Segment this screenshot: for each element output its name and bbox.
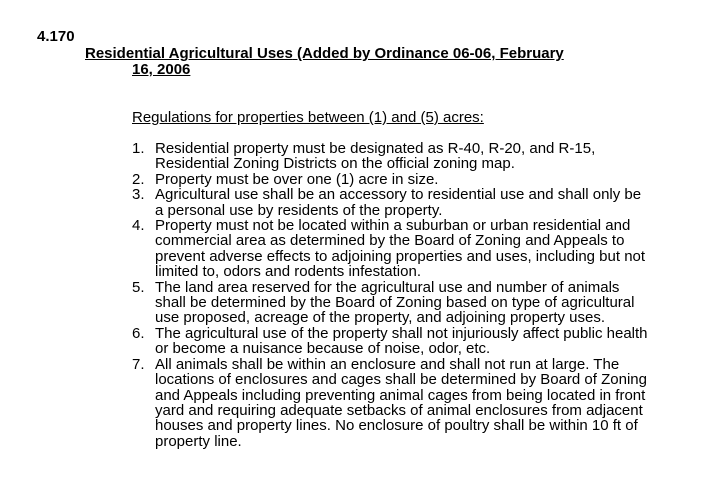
section-title-date: 16, 2006: [132, 61, 191, 78]
regulation-number: 6.: [132, 324, 145, 342]
regulation-text: All animals shall be within an enclosure and shall not run at large. The locations of enclosures and cages shall be determined by Board of Zoning and Appeals including preventing animal cages from being located in front yard and requiring adequate setbacks of animal enclosures from adjacent houses and property lines. No enclosure of poultry shall be within 10 ft of property line.: [155, 355, 647, 450]
regulations-intro: Regulations for properties between (1) and (5) acres:: [132, 109, 484, 126]
regulation-number: 1.: [132, 140, 145, 157]
regulation-item-4: [132, 218, 652, 280]
regulations-list: [132, 141, 652, 449]
regulation-number: 2.: [132, 170, 145, 188]
regulation-number: 3.: [132, 186, 145, 204]
regulation-text: Property must not be located within a suburban or urban residential and commercial area as determined by the Board of Zoning and Appeals to prevent adverse effects to adjoining properties and uses, including but not limited to, odors and rodents infestation.: [155, 217, 646, 281]
section-number: 4.170: [37, 28, 75, 45]
regulation-text: Agricultural use shall be an accessory to residential use and shall only be a personal use by residents of the property.: [155, 186, 642, 219]
section-title-ordinance: (Added by Ordinance 06-06, February: [292, 45, 564, 62]
regulation-item-7: [132, 357, 652, 449]
regulation-item-5: [132, 280, 652, 326]
regulation-text: The agricultural use of the property shall not injuriously affect public health or become a nuisance because of noise, odor, etc.: [155, 324, 648, 358]
regulation-number: 5.: [132, 278, 145, 296]
regulation-number: 7.: [132, 355, 145, 373]
regulation-text: The land area reserved for the agricultural use and number of animals shall be determined by the Board of Zoning based on type of agricultural use proposed, acreage of the property, and adjoining property uses.: [155, 278, 635, 327]
regulation-text: Residential property must be designated as R-40, R-20, and R-15, Residential Zoning Districts on the official zoning map.: [155, 140, 596, 173]
regulation-item-6: [132, 326, 652, 357]
section-title: [85, 46, 645, 78]
regulation-text: Property must be over one (1) acre in size.: [155, 170, 439, 188]
regulation-item-1: [132, 141, 652, 172]
regulation-item-3: [132, 187, 652, 218]
section-title-main: Residential Agricultural Uses: [85, 45, 293, 62]
regulation-item-2: [132, 172, 652, 187]
regulation-number: 4.: [132, 217, 145, 235]
